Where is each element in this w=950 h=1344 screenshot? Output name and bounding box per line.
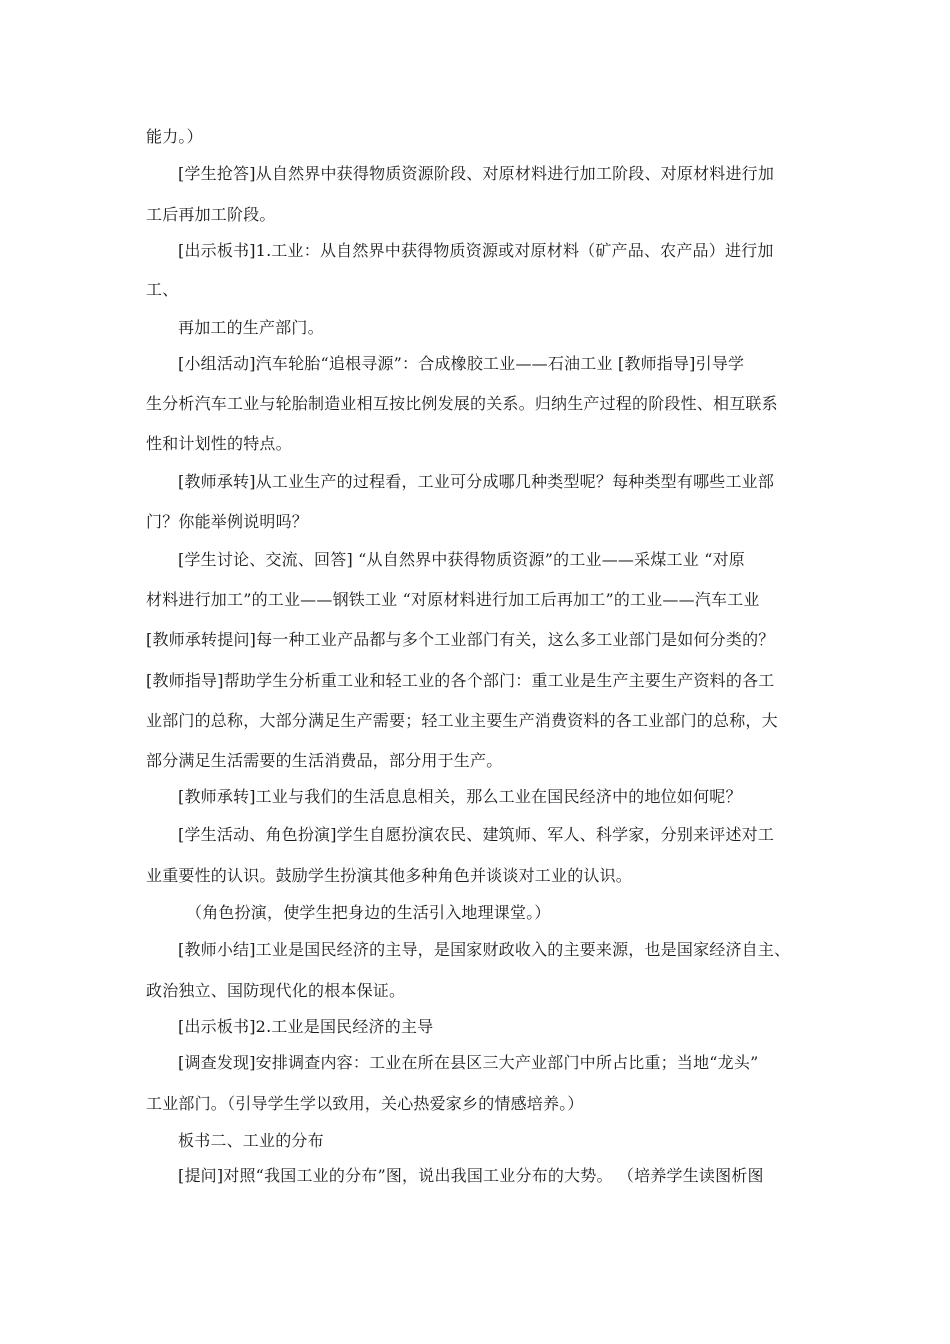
text-line: 生分析汽车工业与轮胎制造业相互按比例发展的关系。归纳生产过程的阶段性、相互联系 bbox=[146, 394, 778, 413]
text-line: [出示板书]2.工业是国民经济的主导 bbox=[178, 1017, 434, 1036]
text-line: [教师承转]从工业生产的过程看，工业可分成哪几种类型呢？每种类型有哪些工业部 bbox=[178, 472, 775, 491]
text-line: 材料进行加工”的工业——钢铁工业 “对原材料进行加工后再加工”的工业——汽车工业 bbox=[146, 590, 760, 609]
text-line: [出示板书]1.工业：从自然界中获得物质资源或对原材料（矿产品、农产品）进行加 bbox=[178, 241, 774, 260]
text-line: 部分满足生活需要的生活消费品，部分用于生产。 bbox=[146, 751, 503, 770]
text-line: [学生抢答]从自然界中获得物质资源阶段、对原材料进行加工阶段、对原材料进行加 bbox=[178, 164, 775, 183]
text-line: 政治独立、国防现代化的根本保证。 bbox=[146, 981, 406, 1000]
text-line: 工、 bbox=[146, 280, 179, 299]
text-line: 工后再加工阶段。 bbox=[146, 205, 276, 224]
text-line: [教师小结]工业是国民经济的主导，是国家财政收入的主要来源，也是国家经济自主、 bbox=[178, 940, 791, 959]
text-line: [学生讨论、交流、回答] “从自然界中获得物质资源”的工业——采煤工业 “对原 bbox=[178, 550, 745, 569]
text-line: 门？你能举例说明吗？ bbox=[146, 512, 309, 531]
text-line: [提问]对照“我国工业的分布”图，说出我国工业分布的大势。 （培养学生读图析图 bbox=[178, 1166, 764, 1185]
text-line: [小组活动]汽车轮胎“追根寻源”：合成橡胶工业——石油工业 [教师指导]引导学 bbox=[178, 354, 745, 373]
text-line: 板书二、工业的分布 bbox=[178, 1131, 324, 1150]
text-line: [调查发现]安排调查内容：工业在所在县区三大产业部门中所占比重；当地“龙头” bbox=[178, 1053, 759, 1072]
text-line: 工业部门。（引导学生学以致用，关心热爱家乡的情感培养。） bbox=[146, 1094, 584, 1113]
text-line: 再加工的生产部门。 bbox=[178, 318, 324, 337]
text-line: （角色扮演，使学生把身边的生活引入地理课堂。） bbox=[186, 903, 551, 922]
text-line: 业重要性的认识。鼓励学生扮演其他多种角色并谈谈对工业的认识。 bbox=[146, 866, 633, 885]
text-line: [教师承转]工业与我们的生活息息相关，那么工业在国民经济中的地位如何呢？ bbox=[178, 787, 742, 806]
text-line: [教师承转提问]每一种工业产品都与多个工业部门有关，这么多工业部门是如何分类的？ bbox=[146, 630, 775, 649]
text-line: 性和计划性的特点。 bbox=[146, 434, 292, 453]
text-line: [学生活动、角色扮演]学生自愿扮演农民、建筑师、军人、科学家，分别来评述对工 bbox=[178, 825, 775, 844]
text-line: 业部门的总称，大部分满足生产需要；轻工业主要生产消费资料的各工业部门的总称，大 bbox=[146, 711, 778, 730]
text-line: [教师指导]帮助学生分析重工业和轻工业的各个部门：重工业是生产主要生产资料的各工 bbox=[146, 671, 775, 690]
text-line: 能力。） bbox=[146, 127, 203, 146]
